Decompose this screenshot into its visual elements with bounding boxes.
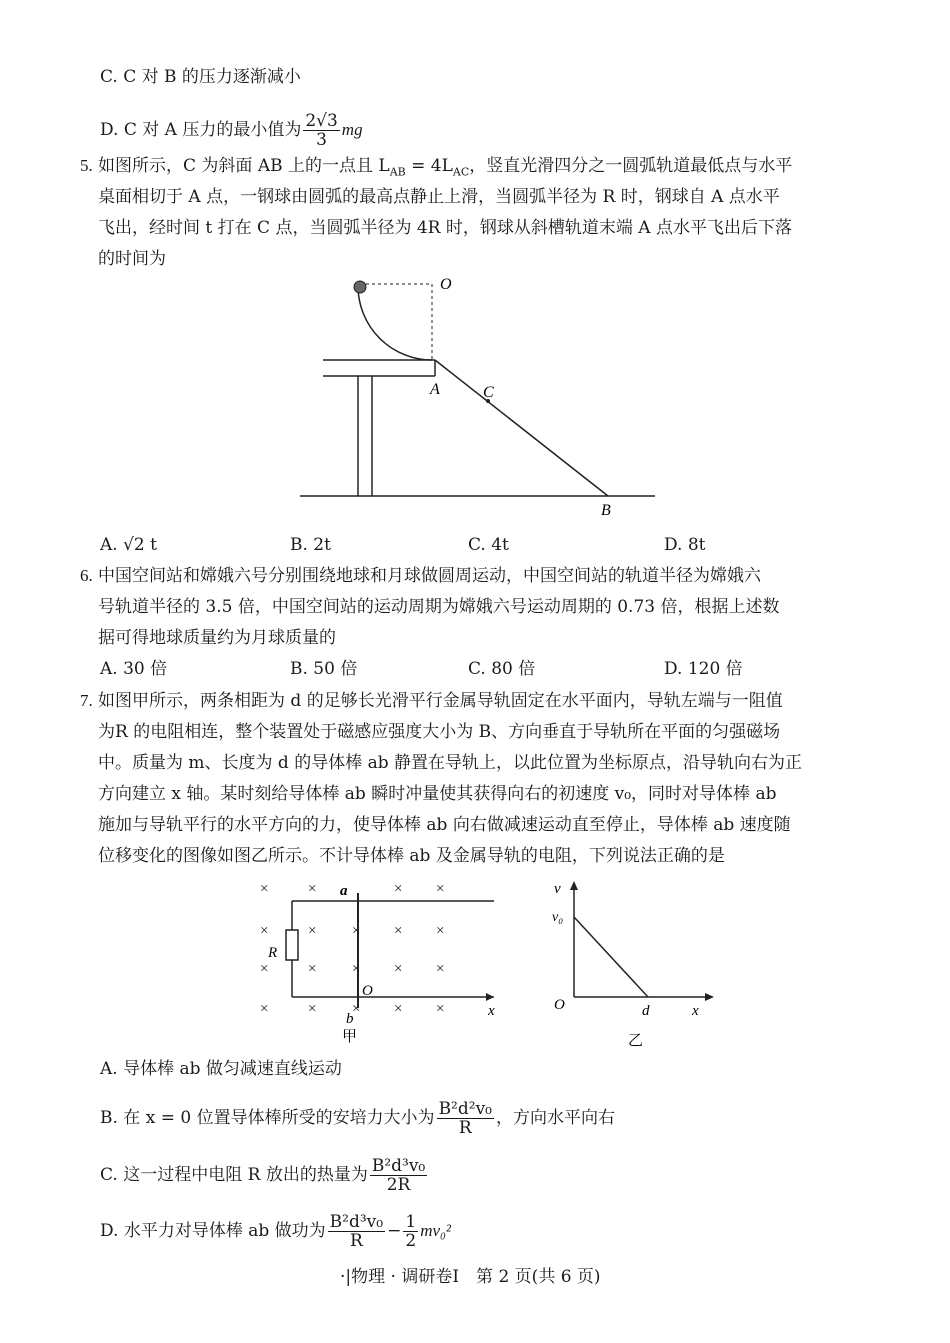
label-o: O <box>362 983 373 999</box>
q7-figure-yi <box>540 875 720 1050</box>
label-c: C <box>483 384 494 401</box>
arc-track <box>358 286 432 360</box>
q7-option-a: A. 导体棒 ab 做匀减速直线运动 <box>100 1059 342 1079</box>
q7-line-5: 施加与导轨平行的水平方向的力，使导体棒 ab 向右做减速运动直至停止，导体棒 ab 速度随 <box>98 815 791 835</box>
svg-text:×: × <box>436 881 445 897</box>
svg-text:×: × <box>436 961 445 977</box>
label-a: A <box>430 381 440 398</box>
label-d: d <box>642 1003 650 1019</box>
label-o: O <box>554 997 565 1013</box>
svg-text:×: × <box>394 961 403 977</box>
q4-option-d: D. C 对 A 压力的最小值为 $\frac{2√3}{3}$ mg <box>100 111 363 150</box>
q5-option-d: D. 8t <box>664 535 706 555</box>
page-footer: ·|物理 · 调研卷Ⅰ 第 2 页(共 6 页) <box>340 1267 601 1287</box>
q7-option-b: B. 在 x = 0 位置导体棒所受的安培力大小为 $\frac{\text{B²d²v₀}}{R}$ ，方向水平向右 <box>100 1099 615 1138</box>
svg-text:×: × <box>308 961 317 977</box>
q5-option-a: A. √2 t <box>100 535 157 555</box>
q7-option-c: C. 这一过程中电阻 R 放出的热量为 $\frac{\text{B²d³v₀}}{2R}$ <box>100 1156 426 1195</box>
q6-line-3: 据可得地球质量约为月球质量的 <box>98 628 336 648</box>
svg-text:×: × <box>260 923 269 939</box>
v-x-line <box>574 917 648 997</box>
q4-option-c: C. C 对 B 的压力逐渐减小 <box>100 67 301 87</box>
svg-text:×: × <box>394 1001 403 1017</box>
q5-option-b: B. 2t <box>290 535 331 555</box>
q7-line-3: 中。质量为 m、长度为 d 的导体棒 ab 静置在导轨上，以此位置为坐标原点，沿导轨向右为正 <box>98 753 803 773</box>
q7-line-6: 位移变化的图像如图乙所示。不计导体棒 ab 及金属导轨的电阻，下列说法正确的是 <box>98 846 725 866</box>
q6-option-c: C. 80 倍 <box>468 659 536 679</box>
resistor <box>286 930 298 960</box>
label-x: x <box>488 1003 495 1019</box>
q7-line-1: 如图甲所示，两条相距为 d 的足够长光滑平行金属导轨固定在水平面内，导轨左端与一阻值 <box>98 691 783 711</box>
q6-line-2: 号轨道半径的 3.5 倍，中国空间站的运动周期为嫦娥六号运动周期的 0.73 倍，根据上述数 <box>98 597 780 617</box>
q5-number: 5. <box>80 156 93 175</box>
q6-option-a: A. 30 倍 <box>100 659 168 679</box>
q7-option-d: D. 水平力对导体棒 ab 做功为 $\frac{\text{B²d³v₀}}{R}$ − $\frac{1}{2}$ mv₀² <box>100 1212 452 1251</box>
svg-text:×: × <box>308 923 317 939</box>
slope-ab <box>435 360 608 496</box>
steel-ball <box>354 281 366 293</box>
svg-text:×: × <box>352 923 361 939</box>
svg-text:×: × <box>436 1001 445 1017</box>
q6-number: 6. <box>80 566 93 585</box>
q5-figure <box>290 268 670 528</box>
q5-line-2: 桌面相切于 A 点，一钢球由圆弧的最高点静止上滑，当圆弧半径为 R 时，钢球自 A 点水平 <box>98 187 780 207</box>
caption-yi: 乙 <box>628 1033 644 1049</box>
svg-text:×: × <box>260 961 269 977</box>
svg-text:×: × <box>260 881 269 897</box>
q7-figure-jia <box>250 875 510 1050</box>
q5-line-3: 飞出，经时间 t 打在 C 点，当圆弧半径为 4R 时，钢球从斜槽轨道末端 A 点水平飞出后下落 <box>98 218 792 238</box>
svg-text:×: × <box>394 923 403 939</box>
q6-line-1: 中国空间站和嫦娥六号分别围绕地球和月球做圆周运动，中国空间站的轨道半径为嫦娥六 <box>98 566 761 586</box>
label-x: x <box>692 1003 699 1019</box>
svg-text:×: × <box>308 881 317 897</box>
svg-text:×: × <box>308 1001 317 1017</box>
svg-text:×: × <box>352 1001 361 1017</box>
label-v0: v₀ <box>552 910 564 925</box>
q6-option-b: B. 50 倍 <box>290 659 358 679</box>
svg-text:×: × <box>352 961 361 977</box>
label-r: R <box>268 945 278 961</box>
label-b: B <box>601 502 611 519</box>
q5-line-1: 如图所示，C 为斜面 AB 上的一点且 $L_{AB} = 4L_{AC}$，竖直光滑四分之一圆弧轨道最低点与水平 <box>98 156 793 179</box>
q7-line-2: 为R 的电阻相连，整个装置处于磁感应强度大小为 B、方向垂直于导轨所在平面的匀强磁场 <box>98 722 781 742</box>
label-o: O <box>440 276 452 293</box>
q7-line-4: 方向建立 x 轴。某时刻给导体棒 ab 瞬时冲量使其获得向右的初速度 v₀，同时对导体棒 ab <box>98 784 777 804</box>
q7-number: 7. <box>80 691 93 710</box>
label-b: b <box>346 1011 354 1027</box>
svg-text:×: × <box>436 923 445 939</box>
label-v: v <box>554 881 561 897</box>
svg-text:×: × <box>394 881 403 897</box>
svg-text:×: × <box>260 1001 269 1017</box>
label-a: a <box>340 883 348 899</box>
q6-option-d: D. 120 倍 <box>664 659 743 679</box>
caption-jia: 甲 <box>342 1029 358 1045</box>
q5-line-4: 的时间为 <box>98 249 166 269</box>
q5-option-c: C. 4t <box>468 535 509 555</box>
